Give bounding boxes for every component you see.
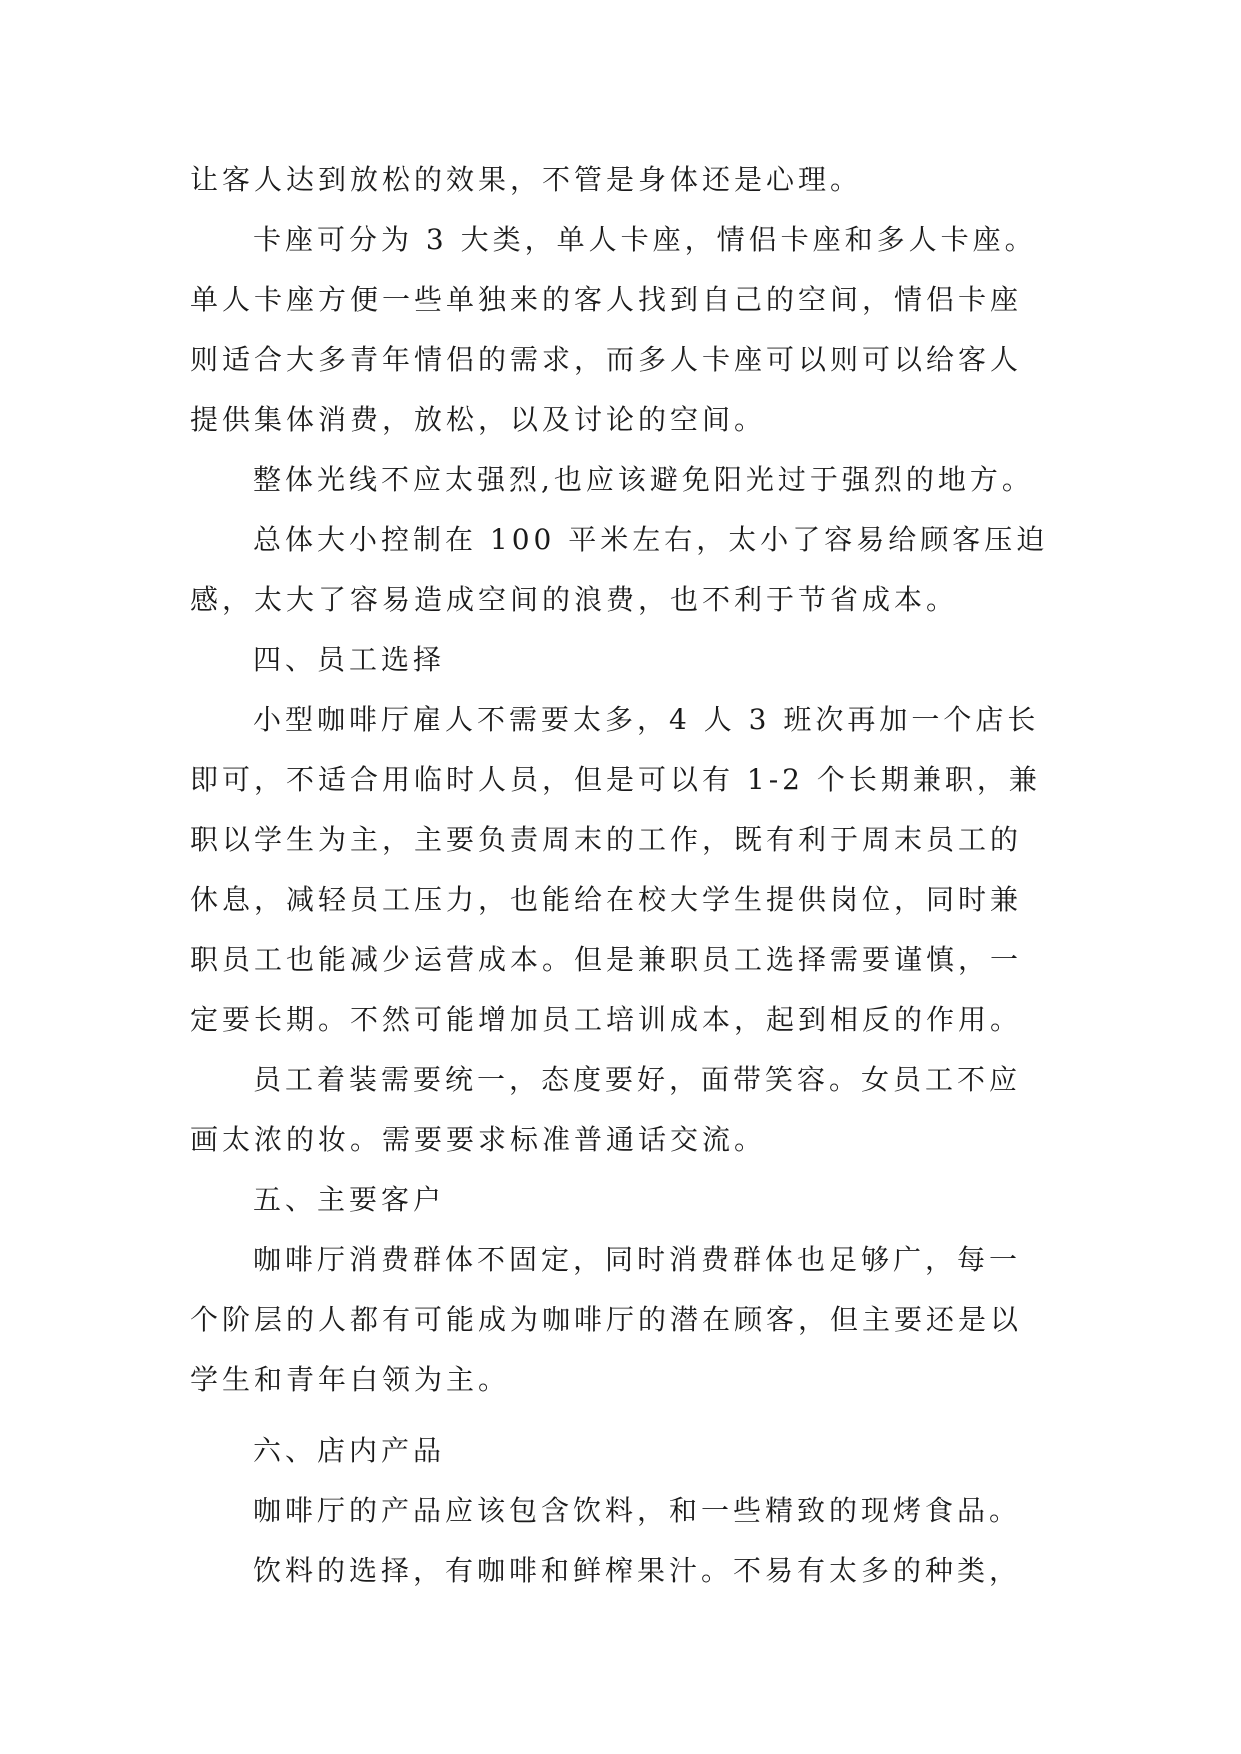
paragraph-line: 则适合大多青年情侣的需求，而多人卡座可以则可以给客人: [190, 343, 1023, 376]
paragraph-line: 卡座可分为 3 大类，单人卡座，情侣卡座和多人卡座。: [253, 223, 1037, 256]
paragraph-line: 咖啡厅消费群体不固定，同时消费群体也足够广，每一: [253, 1243, 1022, 1276]
section-heading: 五、主要客户: [253, 1183, 446, 1216]
paragraph-line: 画太浓的妆。需要要求标准普通话交流。: [190, 1123, 767, 1156]
paragraph-line: 提供集体消费，放松，以及讨论的空间。: [190, 403, 767, 436]
paragraph-line: 学生和青年白领为主。: [190, 1363, 511, 1396]
paragraph-line: 定要长期。不然可能增加员工培训成本，起到相反的作用。: [190, 1003, 1023, 1036]
paragraph-line: 总体大小控制在 100 平米左右，太小了容易给顾客压迫: [253, 523, 1049, 556]
paragraph-line: 饮料的选择，有咖啡和鲜榨果汁。不易有太多的种类，: [253, 1554, 1022, 1587]
paragraph-line: 单人卡座方便一些单独来的客人找到自己的空间，情侣卡座: [190, 283, 1023, 316]
paragraph-line: 个阶层的人都有可能成为咖啡厅的潜在顾客，但主要还是以: [190, 1303, 1023, 1336]
section-heading: 六、店内产品: [253, 1434, 446, 1467]
paragraph-line: 即可，不适合用临时人员，但是可以有 1-2 个长期兼职，兼: [190, 763, 1041, 796]
paragraph-line: 咖啡厅的产品应该包含饮料，和一些精致的现烤食品。: [253, 1494, 1022, 1527]
paragraph-line: 整体光线不应太强烈,也应该避免阳光过于强烈的地方。: [253, 463, 1034, 496]
document-page: [190, 150, 1070, 1601]
paragraph-line: 感，太大了容易造成空间的浪费，也不利于节省成本。: [190, 583, 959, 616]
paragraph-line: 员工着装需要统一，态度要好，面带笑容。女员工不应: [253, 1063, 1022, 1096]
paragraph-line: 职以学生为主，主要负责周末的工作，既有利于周末员工的: [190, 823, 1023, 856]
paragraph-line: 小型咖啡厅雇人不需要太多，4 人 3 班次再加一个店长: [253, 703, 1040, 736]
paragraph-line: 职员工也能减少运营成本。但是兼职员工选择需要谨慎，一: [190, 943, 1023, 976]
paragraph-line: 休息，减轻员工压力，也能给在校大学生提供岗位，同时兼: [190, 883, 1023, 916]
paragraph-line: 让客人达到放松的效果，不管是身体还是心理。: [190, 163, 863, 196]
section-heading: 四、员工选择: [253, 643, 446, 676]
